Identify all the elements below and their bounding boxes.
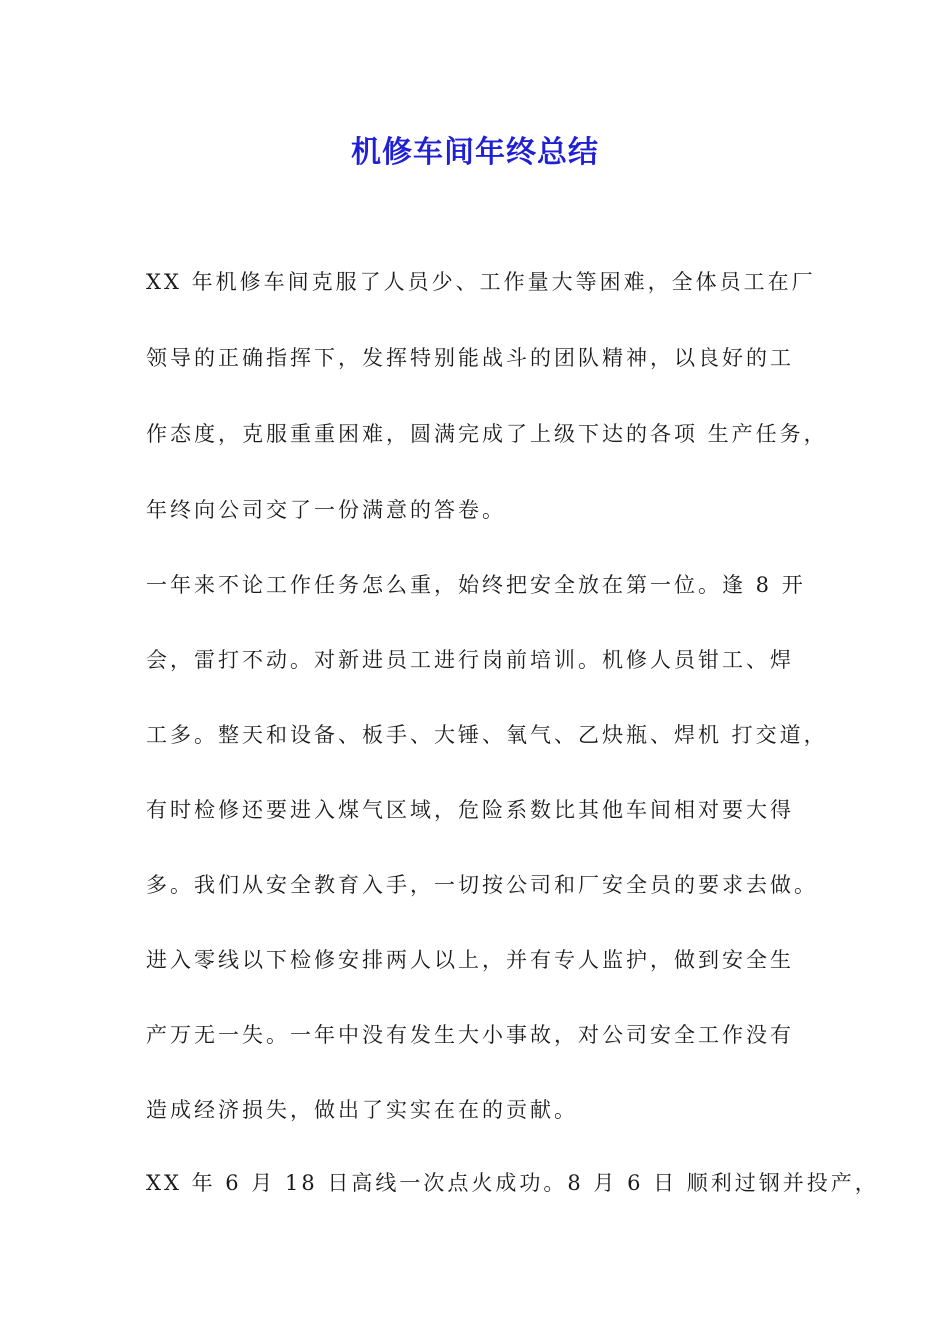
paragraph-line: 领导的正确指挥下，发挥特别能战斗的团队精神，以良好的工	[146, 346, 794, 370]
paragraph-line: 造成经济损失，做出了实实在在的贡献。	[146, 1098, 578, 1122]
document-title: 机修车间年终总结	[351, 135, 599, 170]
paragraph-line: 工多。整天和设备、板手、大锤、氧气、乙炔瓶、焊机 打交道，	[146, 723, 828, 747]
paragraph-line: 进入零线以下检修安排两人以上，并有专人监护，做到安全生	[146, 948, 794, 972]
paragraph-line: 会，雷打不动。对新进员工进行岗前培训。机修人员钳工、焊	[146, 648, 794, 672]
paragraph-line: XX 年 6 月 18 日高线一次点火成功。8 月 6 日 顺利过钢并投产，	[146, 1171, 879, 1195]
paragraph-line: 有时检修还要进入煤气区域，危险系数比其他车间相对要大得	[146, 798, 794, 822]
paragraph-line: 多。我们从安全教育入手，一切按公司和厂安全员的要求去做。	[146, 873, 818, 897]
paragraph-line: 一年来不论工作任务怎么重，始终把安全放在第一位。逢 8 开	[146, 573, 806, 597]
paragraph-line: 年终向公司交了一份满意的答卷。	[146, 498, 506, 522]
paragraph-line: 作态度，克服重重困难，圆满完成了上级下达的各项 生产任务，	[146, 422, 828, 446]
paragraph-line: XX 年机修车间克服了人员少、工作量大等困难，全体员工在厂	[146, 270, 816, 294]
paragraph-line: 产万无一失。一年中没有发生大小事故，对公司安全工作没有	[146, 1023, 794, 1047]
